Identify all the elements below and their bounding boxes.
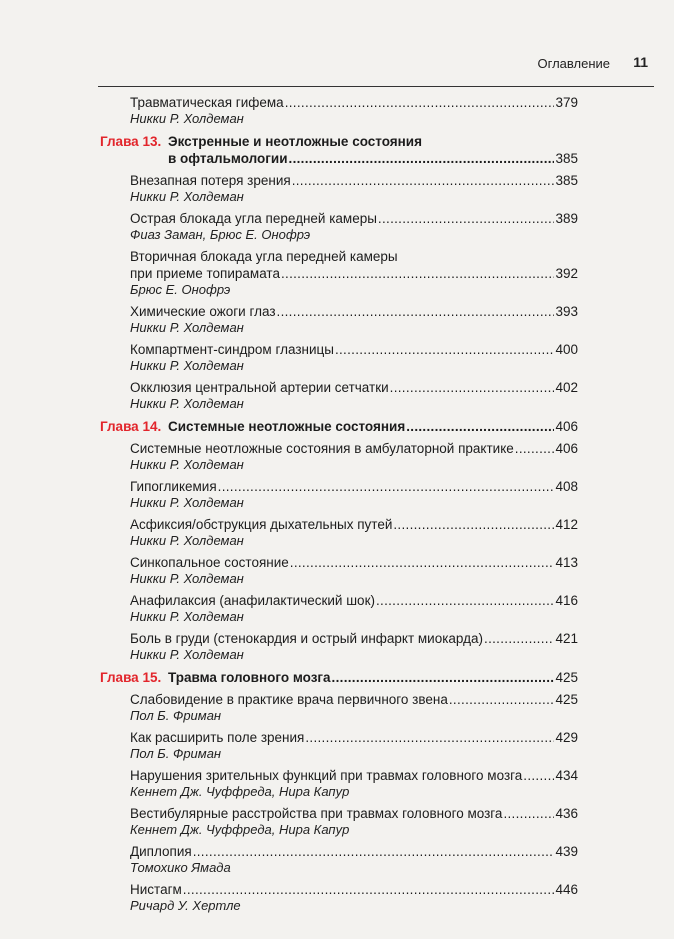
entry-title: Компартмент-синдром глазницы — [130, 342, 334, 357]
dot-leader — [393, 516, 554, 533]
entry-title-line — [130, 691, 578, 708]
entry-title-line — [130, 440, 578, 457]
toc-entry[interactable] — [130, 379, 578, 412]
section-title: Оглавление — [537, 56, 610, 71]
entry-title: Острая блокада угла передней камеры — [130, 211, 377, 226]
entry-authors: Никки Р. Холдеман — [130, 609, 244, 624]
entry-title: Слабовидение в практике врача первичного звена — [130, 692, 448, 707]
entry-authors: Ричард У. Хертле — [130, 898, 241, 913]
entry-title: Как расширить поле зрения — [130, 730, 305, 745]
entry-title-line — [130, 341, 578, 358]
chapter-title-line — [168, 150, 578, 167]
chapter-title-text: Экстренные и неотложные состояния — [168, 134, 422, 149]
chapter-title — [168, 669, 578, 686]
chapter-number: Глава 14. — [100, 419, 162, 434]
entry-authors: Никки Р. Холдеман — [130, 189, 244, 204]
entry-title-line — [130, 478, 578, 495]
entry-title: Нарушения зрительных функций при травмах головного мозга — [130, 768, 523, 783]
entry-page-number: 429 — [555, 730, 578, 745]
chapter-title-text: Системные неотложные состояния — [168, 419, 406, 434]
running-header — [98, 50, 654, 87]
entry-authors: Кеннет Дж. Чуффреда, Нира Капур — [130, 784, 350, 799]
chapter-page-number: 385 — [555, 151, 578, 166]
entry-page-number: 439 — [555, 844, 578, 859]
entry-title-line — [130, 516, 578, 533]
entry-title-line — [130, 729, 578, 746]
dot-leader — [290, 554, 555, 571]
chapter-heading[interactable] — [100, 669, 578, 686]
chapter-title-line — [168, 418, 578, 435]
entry-authors: Брюс Е. Онофрэ — [130, 282, 231, 297]
toc-entry[interactable] — [130, 805, 578, 838]
entry-title-line — [130, 554, 578, 571]
entry-authors: Фиаз Заман, Брюс Е. Онофрэ — [130, 227, 311, 242]
dot-leader — [523, 767, 554, 784]
entry-title: Окклюзия центральной артерии сетчатки — [130, 380, 389, 395]
dot-leader — [193, 843, 555, 860]
toc-entry[interactable] — [130, 691, 578, 724]
entry-title-line — [130, 265, 578, 282]
entry-page-number: 392 — [555, 266, 578, 281]
dot-leader — [277, 303, 555, 320]
entry-title: Синкопальное состояние — [130, 555, 289, 570]
entry-title-line — [130, 881, 578, 898]
dot-leader — [484, 630, 554, 647]
entry-title-line — [130, 210, 578, 227]
chapter-number: Глава 13. — [100, 134, 162, 149]
dot-leader — [406, 418, 554, 435]
entry-title: Анафилаксия (анафилактический шок) — [130, 593, 375, 608]
entry-title: Травматическая гифема — [130, 95, 284, 110]
entry-page-number: 385 — [555, 173, 578, 188]
entry-page-number: 425 — [555, 692, 578, 707]
toc-entry[interactable] — [130, 440, 578, 473]
dot-leader — [449, 691, 555, 708]
toc-entry[interactable] — [130, 729, 578, 762]
chapter-title — [168, 418, 578, 435]
entry-title-line — [130, 630, 578, 647]
entry-page-number: 434 — [555, 768, 578, 783]
entry-page-number: 400 — [555, 342, 578, 357]
entry-title: Вестибулярные расстройства при травмах головного мозга — [130, 806, 503, 821]
entry-title: Асфиксия/обструкция дыхательных путей — [130, 517, 393, 532]
chapter-heading[interactable] — [100, 418, 578, 435]
entry-title: Диплопия — [130, 844, 192, 859]
dot-leader — [390, 379, 555, 396]
entry-title: Боль в груди (стенокардия и острый инфаркт миокарда) — [130, 631, 484, 646]
toc-entry[interactable] — [130, 172, 578, 205]
toc-entry[interactable] — [130, 341, 578, 374]
entry-page-number: 412 — [555, 517, 578, 532]
dot-leader — [378, 210, 555, 227]
entry-title-line — [130, 767, 578, 784]
entry-title-line — [130, 592, 578, 609]
entry-page-number: 413 — [555, 555, 578, 570]
toc-entry[interactable] — [130, 592, 578, 625]
chapter-title-line — [168, 669, 578, 686]
chapter-number: Глава 15. — [100, 670, 162, 685]
dot-leader — [332, 669, 555, 686]
entry-authors: Никки Р. Холдеман — [130, 495, 244, 510]
entry-title: Нистагм — [130, 882, 182, 897]
entry-authors: Никки Р. Холдеман — [130, 358, 244, 373]
entry-authors: Никки Р. Холдеман — [130, 533, 244, 548]
entry-title: Химические ожоги глаз — [130, 304, 276, 319]
chapter-title — [168, 133, 578, 167]
entry-authors: Никки Р. Холдеман — [130, 647, 244, 662]
dot-leader — [285, 94, 555, 111]
chapter-title-text: Травма головного мозга — [168, 670, 331, 685]
entry-page-number: 416 — [555, 593, 578, 608]
entry-title-line — [130, 379, 578, 396]
entry-authors: Никки Р. Холдеман — [130, 457, 244, 472]
entry-title-line — [130, 805, 578, 822]
dot-leader — [183, 881, 555, 898]
entry-authors: Никки Р. Холдеман — [130, 396, 244, 411]
entry-page-number: 402 — [555, 380, 578, 395]
toc-entry[interactable] — [130, 303, 578, 336]
entry-authors: Кеннет Дж. Чуффреда, Нира Капур — [130, 822, 350, 837]
dot-leader — [515, 440, 555, 457]
entry-page-number: 406 — [555, 441, 578, 456]
entry-page-number: 436 — [555, 806, 578, 821]
entry-authors: Пол Б. Фриман — [130, 708, 222, 723]
chapter-title-text: в офтальмологии — [168, 151, 288, 166]
chapter-heading[interactable] — [100, 133, 578, 167]
toc-entry[interactable] — [130, 881, 578, 914]
chapter-page-number: 406 — [555, 419, 578, 434]
dot-leader — [218, 478, 555, 495]
entry-title: при приеме топирамата — [130, 266, 280, 281]
entry-authors: Никки Р. Холдеман — [130, 320, 244, 335]
entry-page-number: 379 — [555, 95, 578, 110]
entry-authors: Пол Б. Фриман — [130, 746, 222, 761]
entry-title-line — [130, 94, 578, 111]
toc-entry[interactable] — [130, 248, 578, 298]
entry-title: Гипогликемия — [130, 479, 217, 494]
entry-title: Внезапная потеря зрения — [130, 173, 291, 188]
dot-leader — [292, 172, 555, 189]
dot-leader — [376, 592, 555, 609]
table-of-contents — [0, 94, 674, 914]
entry-title-line — [130, 303, 578, 320]
entry-page-number: 389 — [555, 211, 578, 226]
toc-entry[interactable] — [130, 767, 578, 800]
entry-page-number: 408 — [555, 479, 578, 494]
page-number: 11 — [633, 54, 648, 70]
toc-entry[interactable] — [130, 843, 578, 876]
toc-entry[interactable] — [130, 516, 578, 549]
dot-leader — [289, 150, 555, 167]
entry-page-number: 421 — [555, 631, 578, 646]
entry-authors: Никки Р. Холдеман — [130, 571, 244, 586]
entry-authors: Томохико Ямада — [130, 860, 231, 875]
dot-leader — [335, 341, 555, 358]
entry-title: Вторичная блокада угла передней камеры — [130, 249, 398, 264]
entry-title-line — [130, 172, 578, 189]
chapter-page-number: 425 — [555, 670, 578, 685]
entry-page-number: 393 — [555, 304, 578, 319]
toc-entry[interactable] — [130, 94, 578, 127]
entry-title: Системные неотложные состояния в амбулаторной практике — [130, 441, 514, 456]
toc-entry[interactable] — [130, 478, 578, 511]
dot-leader — [281, 265, 555, 282]
toc-entry[interactable] — [130, 630, 578, 663]
toc-entry[interactable] — [130, 210, 578, 243]
entry-authors: Никки Р. Холдеман — [130, 111, 244, 126]
toc-entry[interactable] — [130, 554, 578, 587]
entry-page-number: 446 — [555, 882, 578, 897]
entry-title-line — [130, 843, 578, 860]
dot-leader — [503, 805, 554, 822]
dot-leader — [305, 729, 554, 746]
